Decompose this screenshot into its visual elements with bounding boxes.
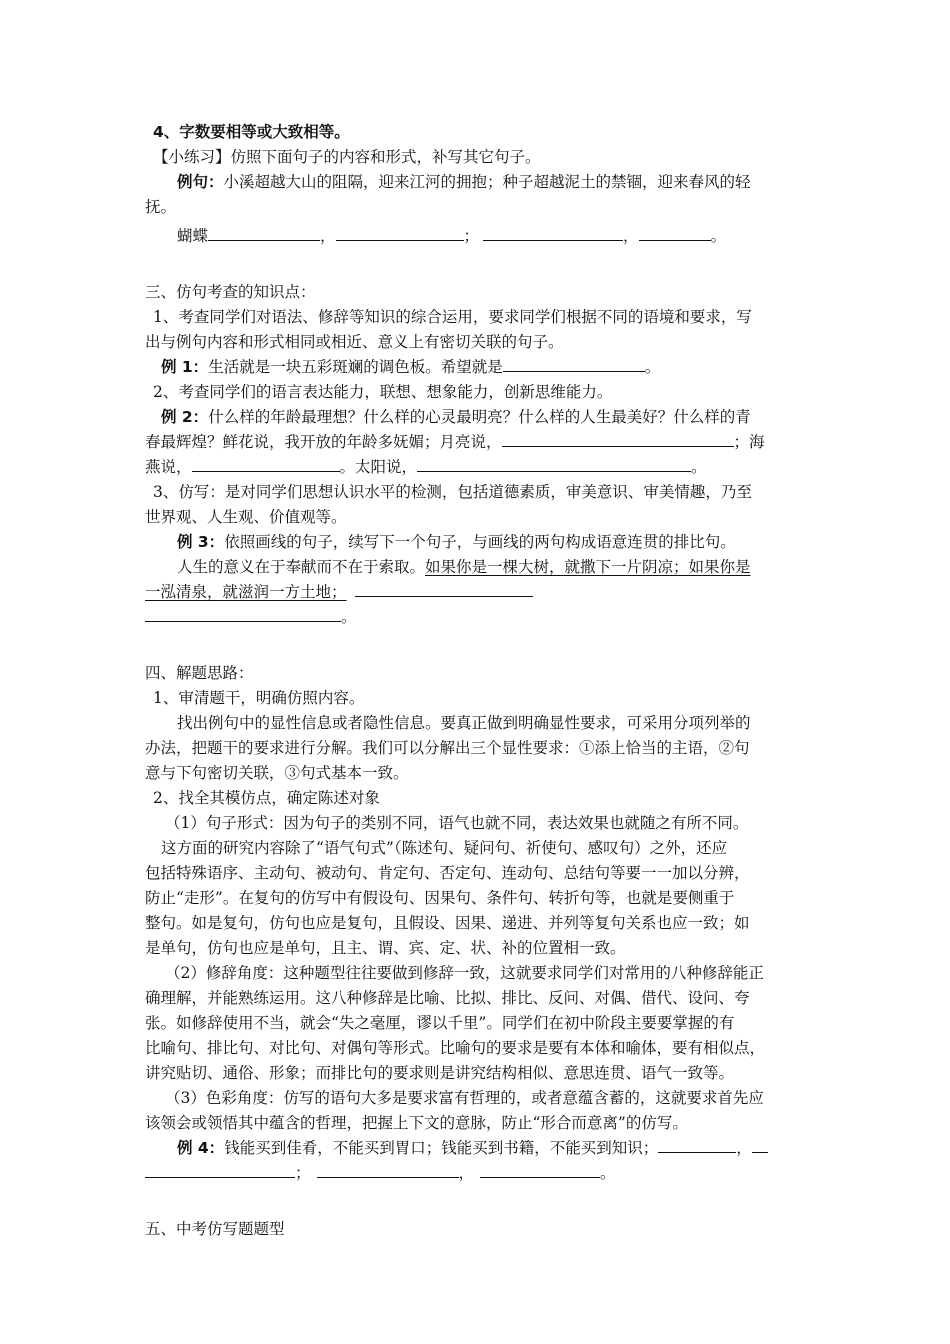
example-2-line-2: 春最辉煌？鲜花说，我开放的年龄多妩媚；月亮说， ；海 — [145, 430, 810, 455]
answer-blank[interactable] — [336, 224, 464, 241]
practice-example: 例句：小溪超越大山的阻隔，迎来江河的拥抱；种子超越泥土的禁锢，迎来春风的轻 — [177, 173, 751, 191]
sec4-step-2-3: （3）色彩角度：仿写的语句大多是要求富有哲理的，或者意蕴含蓄的，这就要求首先应 — [165, 1089, 764, 1107]
answer-blank[interactable] — [502, 430, 734, 447]
example-3: 例 3：依照画线的句子，续写下一个句子，与画线的两句构成语意连贯的排比句。 — [177, 533, 736, 551]
practice-instruction: 【小练习】仿照下面句子的内容和形式，补写其它句子。 — [153, 148, 541, 166]
example-3-line-2: 一泓清泉，就滋润一方土地； — [145, 580, 810, 605]
answer-blank[interactable] — [208, 224, 320, 241]
sec4-step-2-1: （1）句子形式：因为句子的类别不同，语气也就不同，表达效果也就随之有所不同。 — [165, 814, 749, 832]
sec3-point-1: 1、考查同学们对语法、修辞等知识的综合运用，要求同学们根据不同的语境和要求，写 — [153, 308, 752, 326]
section-4-title: 四、解题思路： — [145, 664, 254, 682]
example-2-line-3: 燕说， 。太阳说， 。 — [145, 455, 810, 480]
practice-answer-line: 蝴蝶 ， ； ， 。 — [145, 224, 810, 249]
answer-blank[interactable] — [480, 1161, 600, 1178]
answer-blank[interactable] — [483, 224, 623, 241]
answer-blank[interactable] — [145, 1161, 295, 1178]
answer-blank[interactable] — [752, 1136, 768, 1153]
sec4-step-2-1-body-4: 整句。如是复句，仿句也应是复句，且假设、因果、递进、并列等复句关系也应一致；如 — [145, 914, 750, 932]
example-4: 例 4：钱能买到佳肴，不能买到胃口；钱能买到书籍，不能买到知识； ， — [145, 1136, 810, 1161]
sec3-point-3-cont: 世界观、人生观、价值观等。 — [145, 508, 347, 526]
sec4-step-2-1-body-2: 包括特殊语序、主动句、被动句、肯定句、否定句、连动句、总结句等要一一加以分辨， — [145, 864, 750, 882]
answer-blank[interactable] — [658, 1136, 736, 1153]
sec4-step-2-2: （2）修辞角度：这种题型往往要做到修辞一致，这就要求同学们对常用的八种修辞能正 — [165, 964, 764, 982]
section-4-heading: 4、字数要相等或大致相等。 — [153, 123, 350, 141]
answer-blank[interactable] — [503, 355, 645, 372]
sec4-step-1-body: 找出例句中的显性信息或者隐性信息。要真正做到明确显性要求，可采用分项列举的 — [177, 714, 751, 732]
sec4-step-1: 1、审清题干，明确仿照内容。 — [153, 689, 365, 707]
sec3-point-3: 3、仿写：是对同学们思想认识水平的检测，包括道德素质，审美意识、审美情趣，乃至 — [153, 483, 752, 501]
sec3-point-2: 2、考查同学们的语言表达能力，联想、想象能力，创新思维能力。 — [153, 383, 613, 401]
sec4-step-2-2-body-3: 比喻句、排比句、对比句、对偶句等形式。比喻句的要求是要有本体和喻体，要有相似点， — [145, 1039, 766, 1057]
sec4-step-2-1-body-5: 是单句，仿句也应是单句，且主、谓、宾、定、状、补的位置相一致。 — [145, 939, 626, 957]
answer-blank[interactable] — [192, 455, 340, 472]
example-2: 例 2：什么样的年龄最理想？什么样的心灵最明亮？什么样的人生最美好？什么样的青 — [161, 408, 751, 426]
sec3-point-1-cont: 出与例句内容和形式相同或相近、意义上有密切关联的句子。 — [145, 333, 564, 351]
sec4-step-2-2-body-2: 张。如修辞使用不当，就会“失之毫厘，谬以千里”。同学们在初中阶段主要要掌握的有 — [145, 1014, 735, 1032]
sec4-step-2-1-body: 这方面的研究内容除了“语气句式”（陈述句、疑问句、祈使句、感叹句）之外，还应 — [161, 839, 728, 857]
answer-blank[interactable] — [639, 224, 711, 241]
answer-blank[interactable] — [317, 1161, 459, 1178]
sec4-step-2: 2、找全其模仿点，确定陈述对象 — [153, 789, 380, 807]
sec4-step-1-body-2: 办法，把题干的要求进行分解。我们可以分解出三个显性要求：①添上恰当的主语，②句 — [145, 739, 750, 757]
sec4-step-1-body-3: 意与下句密切关联，③句式基本一致。 — [145, 764, 409, 782]
sec4-step-2-1-body-3: 防止“走形”。在复句的仿写中有假设句、因果句、条件句、转折句等，也就是要侧重于 — [145, 889, 735, 907]
answer-blank[interactable] — [355, 580, 533, 597]
answer-blank[interactable] — [145, 605, 341, 622]
example-3-line-3: 。 — [145, 605, 810, 630]
example-1: 例 1：生活就是一块五彩斑斓的调色板。希望就是 。 — [145, 355, 810, 380]
example-4-line-2: ； ， 。 — [145, 1161, 810, 1186]
section-3-title: 三、仿句考查的知识点： — [145, 283, 316, 301]
document-page — [145, 120, 810, 1242]
sec4-step-2-3-body: 该领会或领悟其中蕴含的哲理，把握上下文的意脉，防止“形合而意离”的仿写。 — [145, 1114, 688, 1132]
sec4-step-2-2-body: 确理解，并能熟练运用。这八种修辞是比喻、比拟、排比、反问、对偶、借代、设问、夸 — [145, 989, 750, 1007]
practice-example-cont: 抚。 — [145, 198, 177, 216]
example-3-sentences: 人生的意义在于奉献而不在于索取。如果你是一棵大树，就撒下一片阴凉；如果你是 — [177, 558, 751, 576]
section-5-title: 五、中考仿写题题型 — [145, 1220, 285, 1238]
sec4-step-2-2-body-4: 讲究贴切、通俗、形象；而排比句的要求则是讲究结构相似、意思连贯、语气一致等。 — [145, 1064, 735, 1082]
answer-blank[interactable] — [417, 455, 691, 472]
